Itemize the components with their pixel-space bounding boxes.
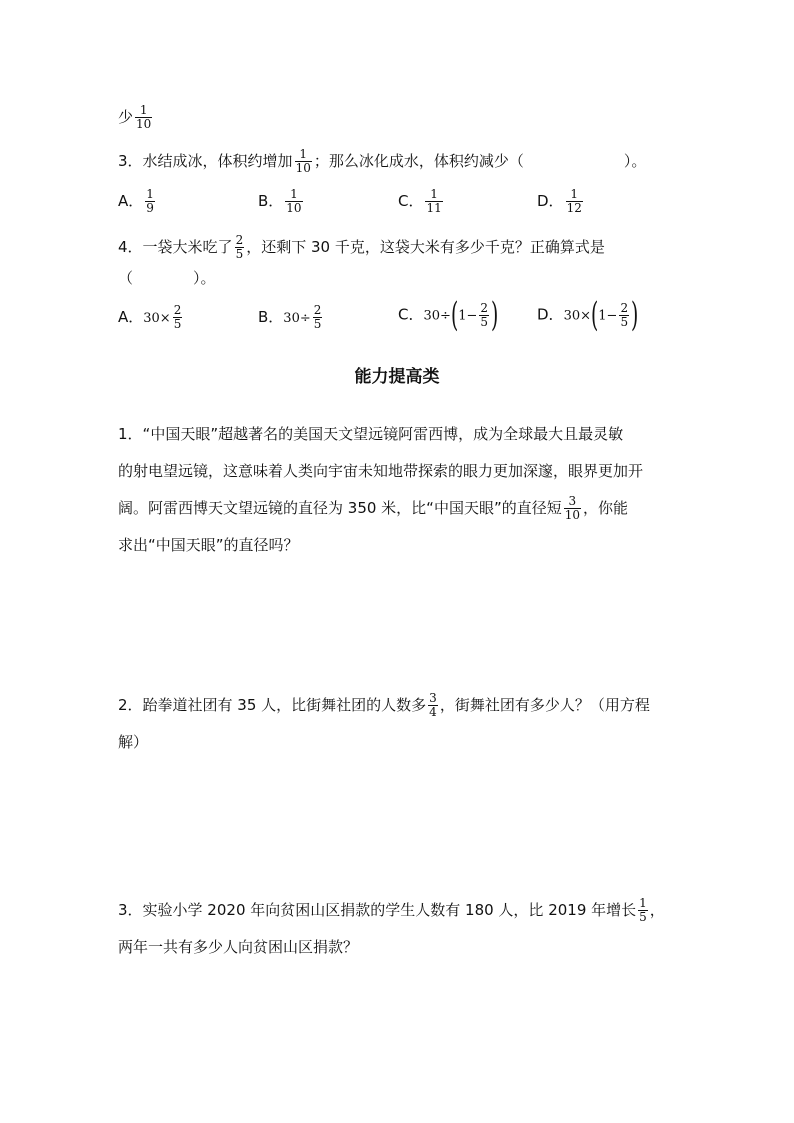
problem-3: 3．实验小学 2020 年向贫困山区捐款的学生人数有 180 人，比 2019 年增长 $\frac{1}{5}$ ， 两年一共有多少人向贫困山区捐款？ <box>118 896 665 956</box>
q4-option-b[interactable]: B．30÷ $\frac{2}{5}$ <box>258 303 322 331</box>
right-paren: ) <box>490 295 499 335</box>
problem-2: 2．跆拳道社团有 35 人，比街舞社团的人数多 $\frac{3}{4}$ ，街舞社团有多少人？（用方程 解） <box>118 691 650 751</box>
question-4-answer-blank[interactable]: （ ）。 <box>118 269 216 287</box>
problem-1: 1．“中国天眼”超越著名的美国天文望远镜阿雷西博，成为全球最大且最灵敏 的射电望远镜，这意味着人类向宇宙未知地带探索的眼力更加深邃，眼界更加开 阔。阿雷西博天文望远镜的直径为 350 米，比“中国天眼”的直径短 $\frac{3}{10}$ ，你能 求出“中国天眼”的直径吗？ <box>118 425 644 554</box>
fraction: $\frac{2}{5}$ <box>235 233 244 261</box>
fraction: $\frac{1}{5}$ <box>639 896 647 924</box>
fraction: $\frac{3}{10}$ <box>564 494 580 522</box>
q4-option-c[interactable]: C．30÷(1− $\frac{2}{5}$ ) <box>398 295 499 335</box>
left-paren: ( <box>590 295 599 335</box>
fraction: $\frac{1}{10}$ <box>295 147 311 175</box>
q3-option-a[interactable]: A． $\frac{1}{9}$ <box>118 187 154 215</box>
question-3: 3．水结成冰，体积约增加 $\frac{1}{10}$ ；那么冰化成水，体积约减少（ ）。 <box>118 147 647 175</box>
fraction: $\frac{3}{4}$ <box>429 691 437 719</box>
q3-option-b[interactable]: B． $\frac{1}{10}$ <box>258 187 302 215</box>
q3-option-d[interactable]: D． $\frac{1}{12}$ <box>537 187 582 215</box>
fraction: $\frac{1}{10}$ <box>136 103 152 131</box>
q4-option-d[interactable]: D．30×(1− $\frac{2}{5}$ ) <box>537 295 639 335</box>
q4-option-a[interactable]: A．30× $\frac{2}{5}$ <box>118 303 182 331</box>
question-4: 4．一袋大米吃了 $\frac{2}{5}$ ，还剩下 30 千克，这袋大米有多少千克？正确算式是 <box>118 233 605 261</box>
continuation-line <box>118 104 154 131</box>
q3-option-c[interactable]: C． $\frac{1}{11}$ <box>398 187 442 215</box>
section-title: 能力提高类 <box>354 367 440 387</box>
left-paren: ( <box>450 295 459 335</box>
right-paren: ) <box>631 295 639 335</box>
continuation-text: 少 <box>118 108 134 126</box>
